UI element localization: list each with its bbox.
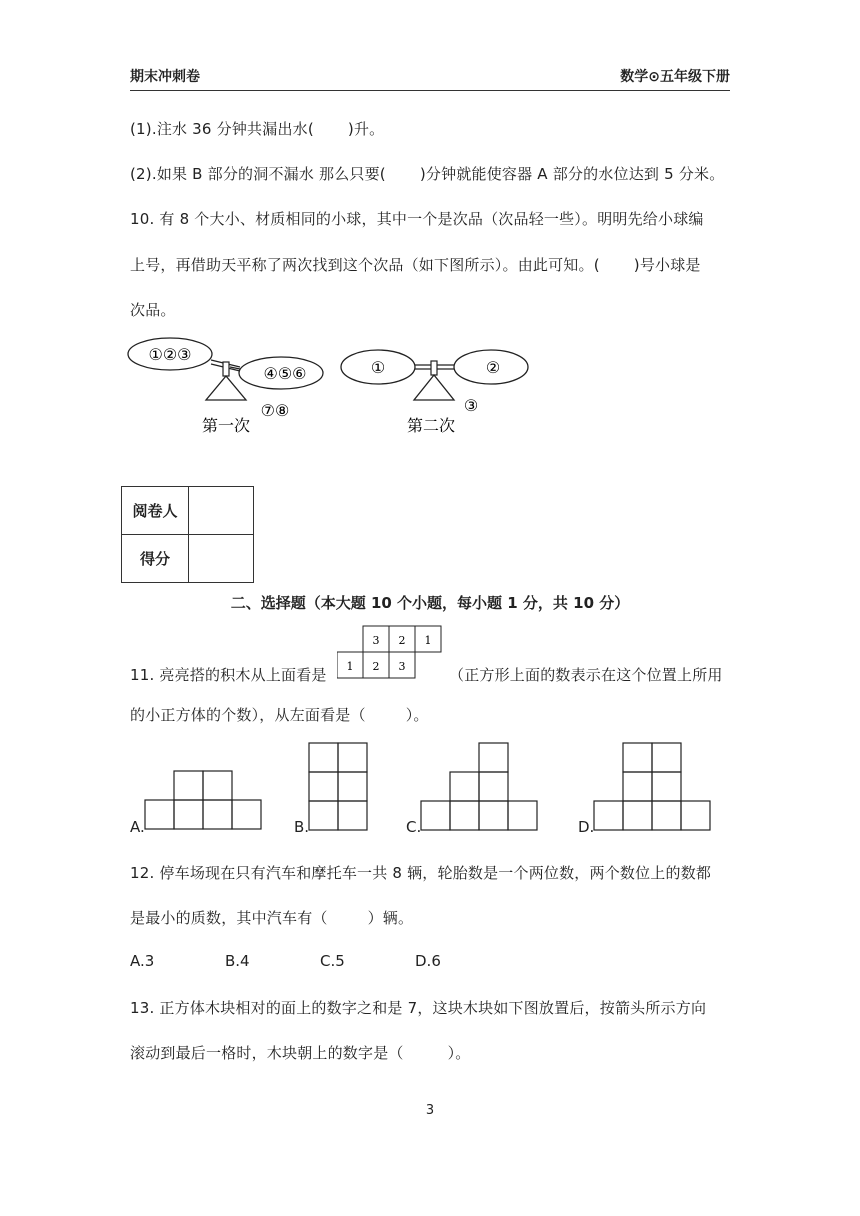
reviewer-label: 阅卷人 [122,487,189,535]
grid-cell: 2 [398,634,406,647]
score-field[interactable] [189,535,254,583]
header-rule [130,90,730,91]
header-left: 期末冲刺卷 [130,69,200,85]
q11-line1-cont: （正方形上面的数表示在这个位置上所用 [449,666,723,684]
option-b-label[interactable]: B. [294,818,310,836]
header-right: 数学⊙五年级下册 [620,69,730,85]
grid-cell: 1 [424,634,432,647]
pivot [431,361,437,375]
q11-line2 [130,704,429,725]
q13-line1: 13. 正方体木块相对的面上的数字之和是 7，这块木块如下图放置后，按箭头所示方向 [130,999,707,1017]
option-a-figure[interactable] [144,770,264,832]
pivot [223,362,229,376]
q11-line2-end: ）。 [405,706,429,724]
q9-sub1-text: (1).注水 36 分钟共漏出水( [130,120,314,138]
q9-sub1 [130,118,384,139]
option-c-figure[interactable] [420,742,540,832]
left-pan-balls: ① [370,358,386,377]
balance-figure-first [126,334,336,440]
q9-sub1-end: )升。 [347,120,385,138]
stand [206,376,246,400]
reviewer-field[interactable] [189,487,254,535]
caption-second: 第二次 [406,416,456,435]
q9-sub2-end: )分钟就能使容器 A 部分的水位达到 5 分米。 [419,165,725,183]
q11-line1-text: 11. 亮亮搭的积木从上面看是 [130,666,327,684]
q13-line2-end: ）。 [447,1044,471,1062]
grid-cell: 3 [398,660,406,673]
q11-line2-text: 的小正方体的个数），从左面看是（ [130,706,366,724]
option-d-figure[interactable] [593,742,713,832]
option-c-label[interactable]: C. [406,818,422,836]
balance-figure-second [338,340,538,440]
right-pan-balls: ② [485,358,501,377]
q11-line1 [130,664,327,685]
q12-option-b[interactable]: B.4 [225,952,250,970]
q12-line1: 12. 停车场现在只有汽车和摩托车一共 8 辆，轮胎数是一个两位数，两个数位上的数都 [130,864,712,882]
q9-sub2-text: (2).如果 B 部分的洞不漏水 那么只要( [130,165,386,183]
q12-line2 [130,907,413,928]
left-pan-balls: ①②③ [148,345,192,364]
q10-line2-end: )号小球是 [633,256,701,274]
score-table [121,486,254,583]
right-pan-balls: ④⑤⑥ [263,364,307,383]
q12-option-c[interactable]: C.5 [320,952,345,970]
section2-title: 二、选择题（本大题 10 个小题，每小题 1 分，共 10 分） [230,594,630,612]
grid-cell: 2 [372,660,380,673]
q12-option-a[interactable]: A.3 [130,952,155,970]
q13-line2 [130,1042,471,1063]
stand [414,375,454,400]
page-number: 3 [425,1103,435,1118]
q10-line2 [130,254,701,275]
top-view-grid [337,624,443,680]
grid-cell: 1 [346,660,354,673]
score-label: 得分 [122,535,189,583]
q12-option-d[interactable]: D.6 [415,952,441,970]
q13-line2-text: 滚动到最后一格时，木块朝上的数字是（ [130,1044,404,1062]
q10-line3: 次品。 [130,301,176,319]
q10-line2-text: 上号，再借助天平称了两次找到这个次品（如下图所示）。由此可知。( [130,256,600,274]
q12-line2-text: 是最小的质数，其中汽车有（ [130,909,328,927]
aside-balls: ⑦⑧ [260,401,290,420]
grid-cell: 3 [372,634,380,647]
q9-sub2 [130,163,724,184]
q12-line2-end: ）辆。 [367,909,414,927]
q10-line1: 10. 有 8 个大小、材质相同的小球，其中一个是次品（次品轻一些）。明明先给小球编 [130,210,704,228]
option-d-label[interactable]: D. [578,818,595,836]
caption-first: 第一次 [201,416,251,435]
aside-balls: ③ [463,396,479,415]
option-b-figure[interactable] [308,742,370,832]
option-a-label[interactable]: A. [130,818,145,836]
